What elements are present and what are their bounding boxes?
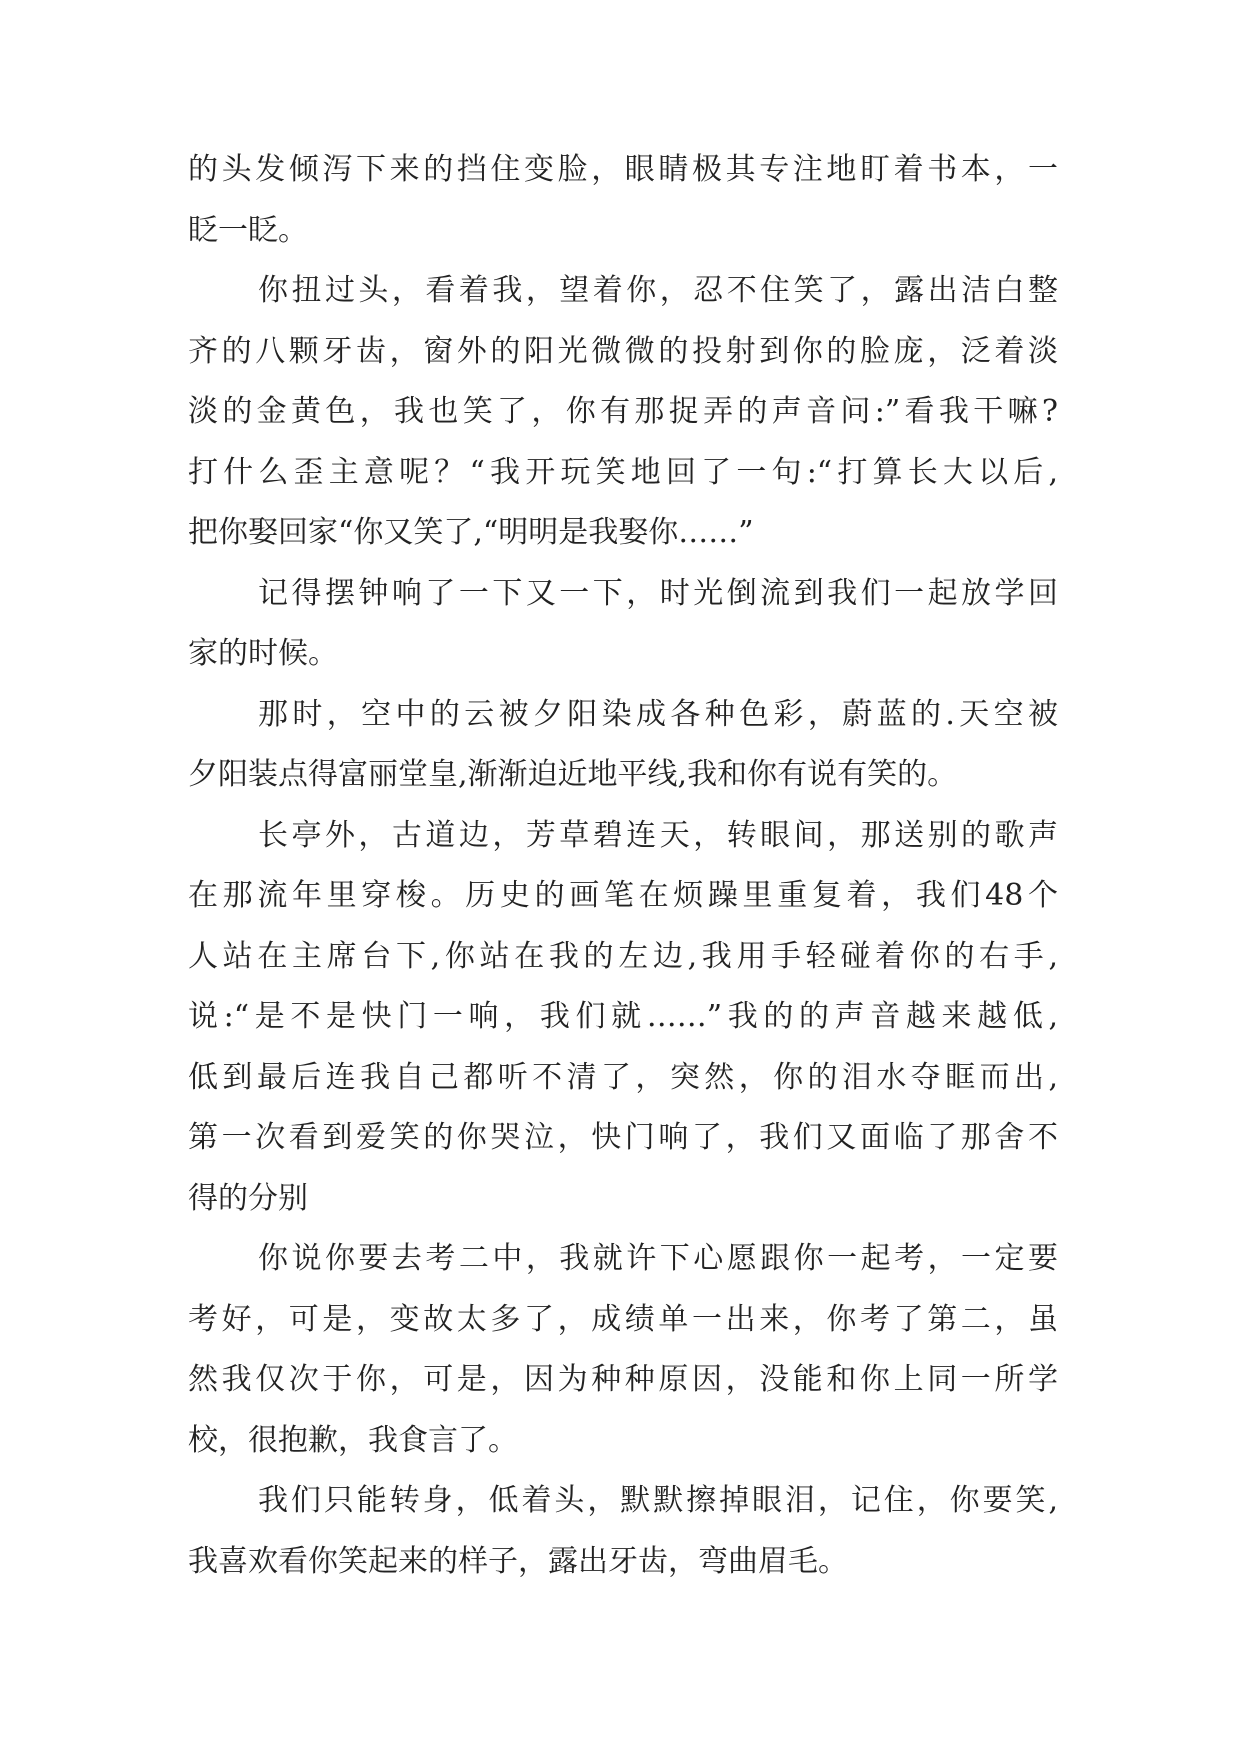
text-line: 第一次看到爱笑的你哭泣，快门响了，我们又面临了那舍不 — [188, 1120, 1058, 1155]
paragraph — [188, 685, 1058, 806]
text-line: 你扭过头，看着我，望着你，忍不住笑了，露出洁白整 — [258, 273, 1058, 308]
text-line: 说:“是不是快门一响，我们就……”我的的声音越来越低, — [188, 999, 1058, 1034]
paragraph — [188, 140, 1058, 261]
text-line: 淡的金黄色，我也笑了，你有那捉弄的声音问:”看我干嘛? — [188, 394, 1058, 429]
text-line: 眨一眨。 — [188, 212, 308, 248]
text-line: 记得摆钟响了一下又一下，时光倒流到我们一起放学回 — [258, 575, 1058, 611]
text-line: 夕阳装点得富丽堂皇,渐渐迫近地平线,我和你有说有笑的。 — [188, 757, 958, 792]
text-line: 在那流年里穿梭。历史的画笔在烦躁里重复着，我们48个 — [188, 878, 1058, 913]
text-line: 然我仅次于你，可是，因为种种原因，没能和你上同一所学 — [188, 1362, 1058, 1397]
paragraph — [188, 806, 1058, 1230]
paragraph — [188, 261, 1058, 564]
text-line: 低到最后连我自己都听不清了，突然，你的泪水夺眶而出, — [188, 1059, 1058, 1095]
document-body — [188, 140, 1058, 1592]
paragraph — [188, 564, 1058, 685]
text-line: 那时，空中的云被夕阳染成各种色彩，蔚蓝的.天空被 — [258, 696, 1058, 732]
text-line: 我喜欢看你笑起来的样子，露出牙齿，弯曲眉毛。 — [188, 1543, 848, 1579]
text-line: 你说你要去考二中，我就许下心愿跟你一起考，一定要 — [258, 1241, 1058, 1276]
text-line: 把你娶回家“你又笑了,“明明是我娶你……” — [188, 515, 754, 550]
text-line: 的头发倾泻下来的挡住变脸，眼睛极其专注地盯着书本，一 — [188, 152, 1058, 187]
paragraph — [188, 1229, 1058, 1471]
text-line: 考好，可是，变故太多了，成绩单一出来，你考了第二，虽 — [188, 1301, 1058, 1337]
text-line: 打什么歪主意呢？“我开玩笑地回了一句:“打算长大以后, — [188, 454, 1058, 490]
text-line: 我们只能转身，低着头，默默擦掉眼泪，记住，你要笑, — [258, 1483, 1058, 1518]
text-line: 得的分别 — [188, 1180, 308, 1216]
text-line: 齐的八颗牙齿，窗外的阳光微微的投射到你的脸庞，泛着淡 — [188, 333, 1058, 369]
text-line: 人站在主席台下,你站在我的左边,我用手轻碰着你的右手, — [188, 938, 1058, 974]
text-line: 家的时候。 — [188, 636, 338, 671]
paragraph — [188, 1471, 1058, 1592]
text-line: 长亭外，古道边，芳草碧连天，转眼间，那送别的歌声 — [258, 817, 1058, 853]
text-line: 校，很抱歉，我食言了。 — [188, 1422, 518, 1458]
